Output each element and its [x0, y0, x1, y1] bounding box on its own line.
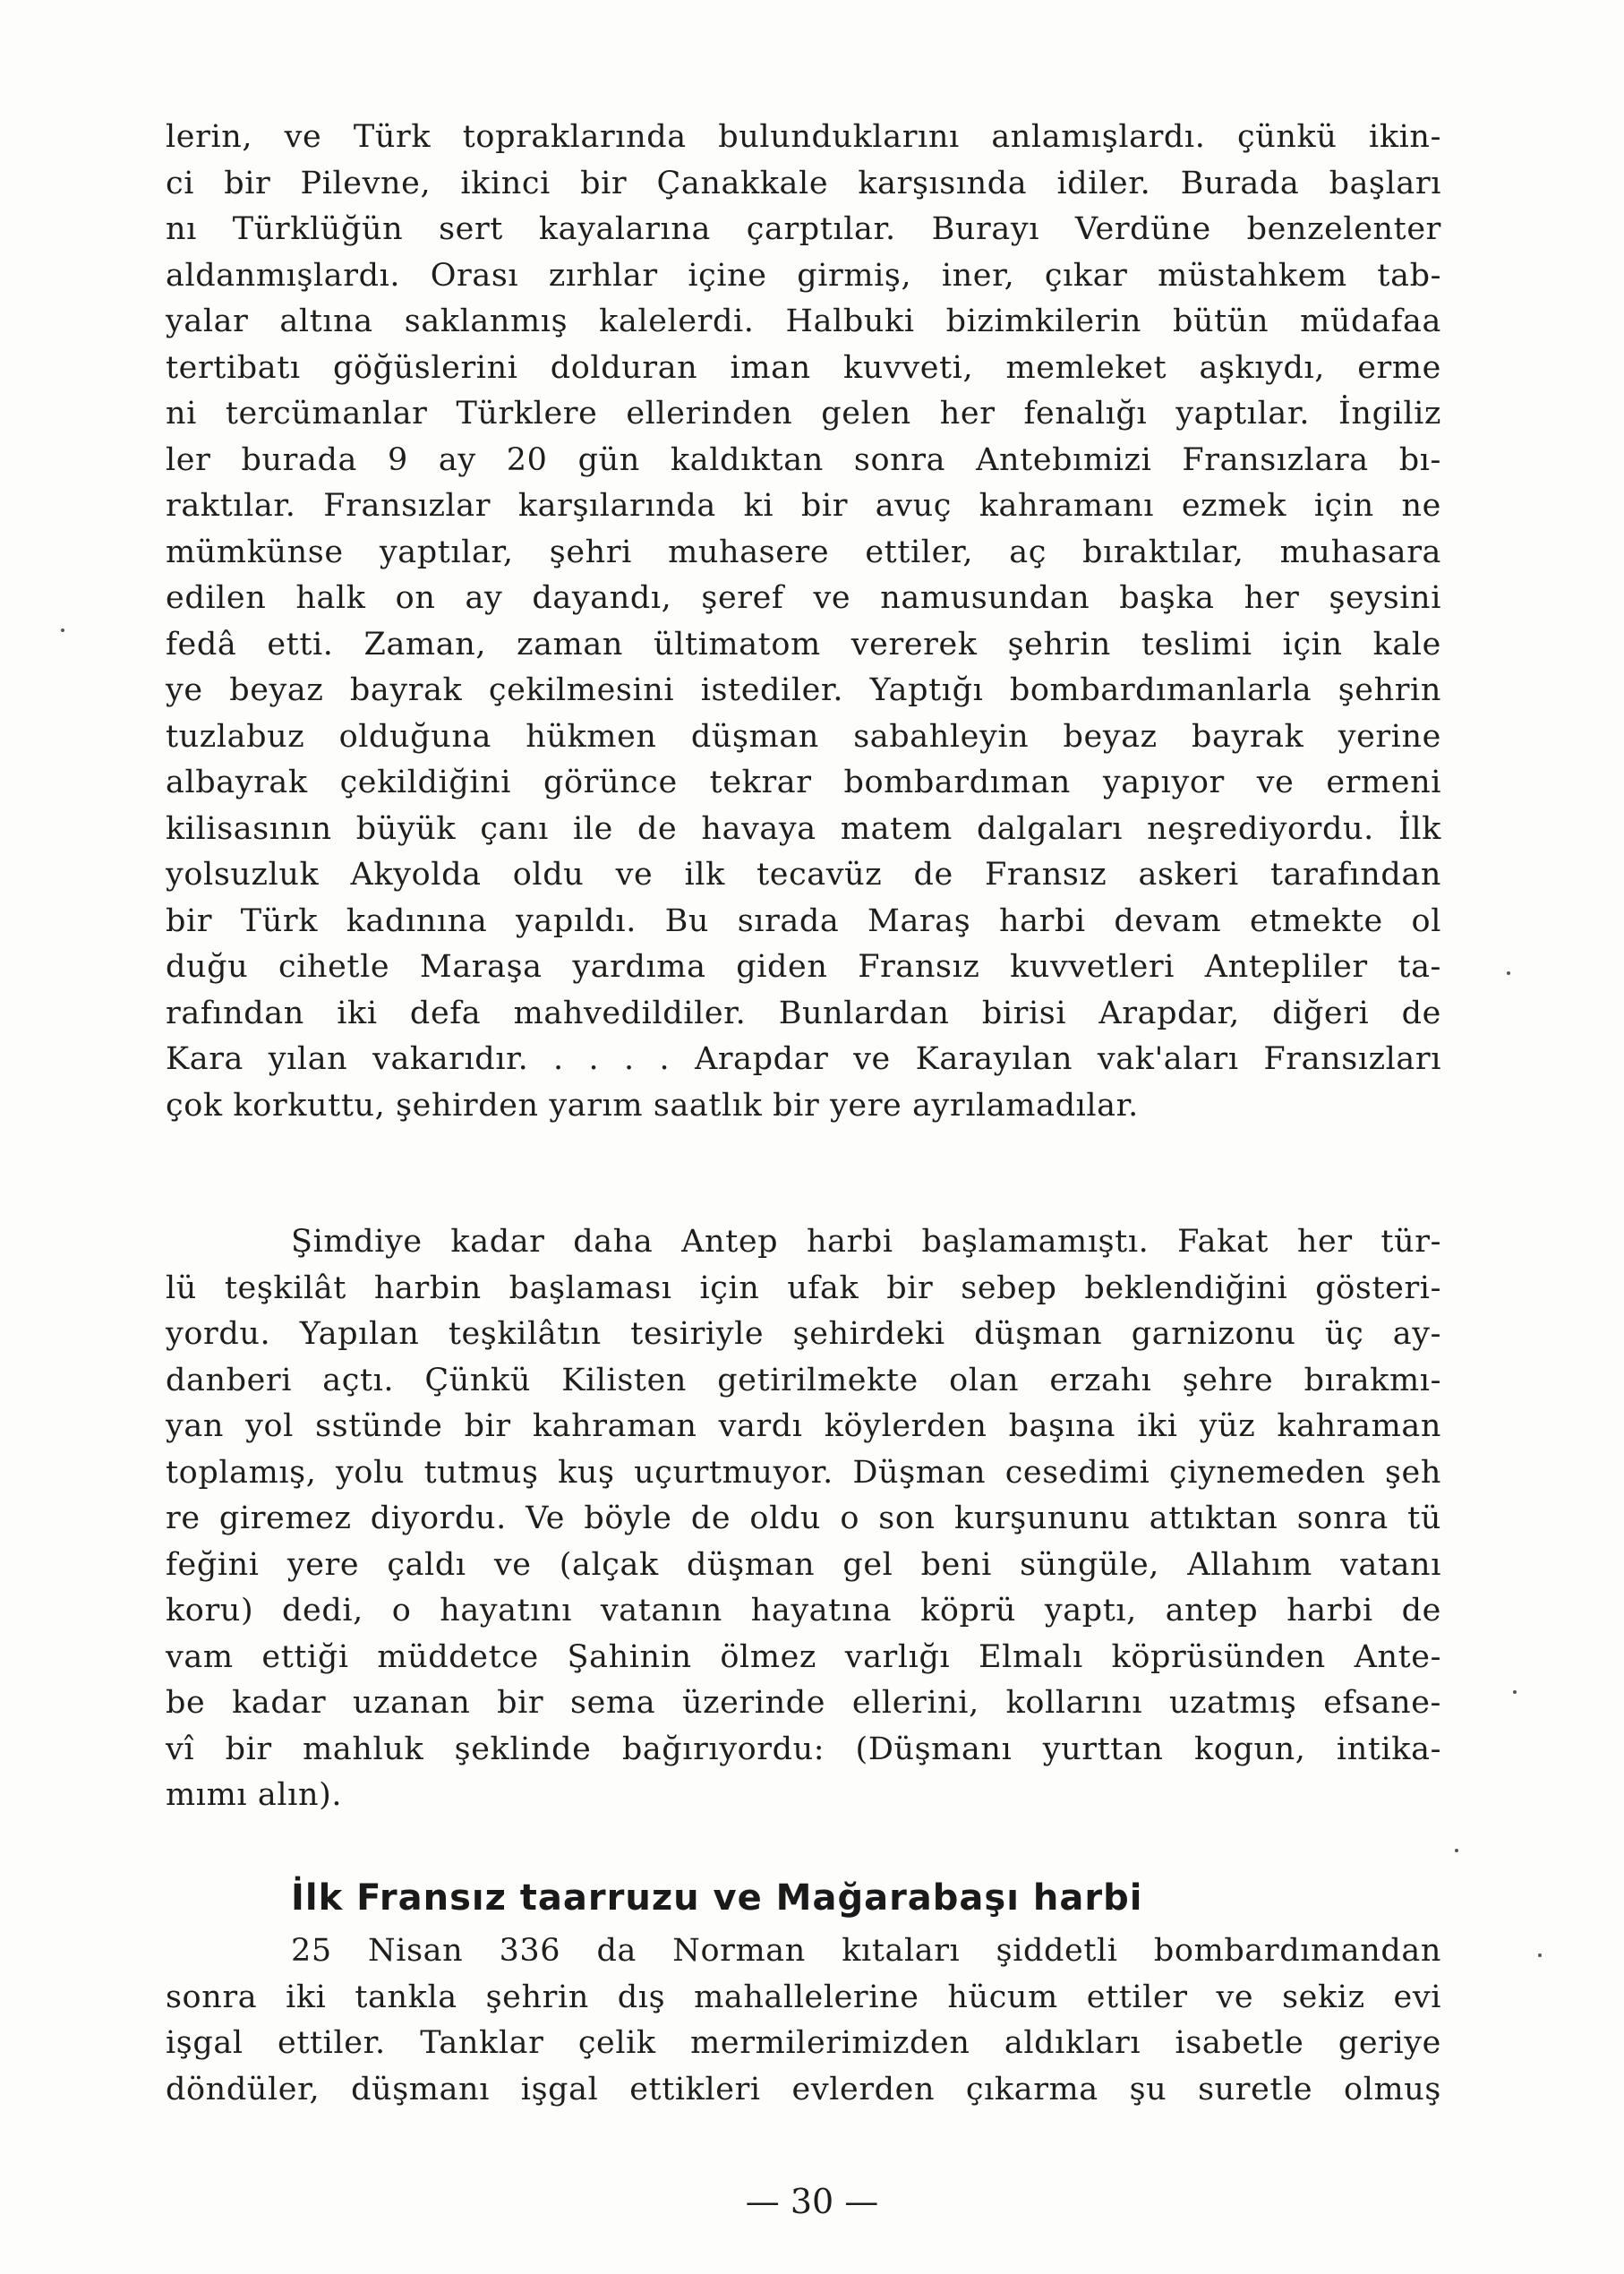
- text-line: toplamış, yolu tutmuş kuş uçurtmuyor. Düşman cesedimi çiynemeden şeh: [166, 1454, 1441, 1491]
- text-line: vam ettiği müddetce Şahinin ölmez varlığı Elmalı köprüsünden Ante-: [166, 1638, 1441, 1675]
- text-line: bir Türk kadınına yapıldı. Bu sırada Maraş harbi devam etmekte ol: [166, 902, 1441, 939]
- text-line: danberi açtı. Çünkü Kilisten getirilmekte olan erzahı şehre bırakmı-: [166, 1362, 1441, 1398]
- text-line: ye beyaz bayrak çekilmesini istediler. Yaptığı bombardımanlarla şehrin: [166, 672, 1441, 708]
- scan-speck: [1507, 971, 1510, 975]
- text-line: feğini yere çaldı ve (alçak düşman gel beni süngüle, Allahım vatanı: [166, 1546, 1441, 1583]
- paragraph-3: [166, 1928, 1441, 2113]
- paragraph-1: [166, 115, 1441, 1129]
- text-line: döndüler, düşmanı işgal ettikleri evlerden çıkarma şu suretle olmuş: [166, 2071, 1441, 2107]
- text-line: işgal ettiler. Tanklar çelik mermilerimizden aldıkları isabetle geriye: [166, 2025, 1441, 2061]
- scan-speck: [61, 628, 64, 632]
- text-line: yan yol sstünde bir kahraman vardı köylerden başına iki yüz kahraman: [166, 1408, 1441, 1444]
- text-line: yolsuzluk Akyolda oldu ve ilk tecavüz de Fransız askeri tarafından: [166, 857, 1441, 893]
- text-line: tuzlabuz olduğuna hükmen düşman sabahleyin beyaz bayrak yerine: [166, 718, 1441, 755]
- text-line: ci bir Pilevne, ikinci bir Çanakkale karşısında idiler. Burada başları: [166, 165, 1441, 201]
- text-line: mümkünse yaptılar, şehri muhasere ettiler, aç bıraktılar, muhasara: [166, 534, 1441, 570]
- text-line: ler burada 9 ay 20 gün kaldıktan sonra Antebımizi Fransızlara bı-: [166, 441, 1441, 478]
- text-line: çok korkuttu, şehirden yarım saatlık bir yere ayrılamadılar.: [166, 1087, 1139, 1124]
- text-line: Şimdiye kadar daha Antep harbi başlamamıştı. Fakat her tür-: [291, 1224, 1441, 1260]
- paragraph-2: [166, 1219, 1441, 1819]
- scan-speck: [1455, 1849, 1458, 1852]
- text-line: yalar altına saklanmış kalelerdi. Halbuki bizimkilerin bütün müdafaa: [166, 303, 1441, 339]
- text-line: nı Türklüğün sert kayalarına çarptılar. Burayı Verdüne benzelenter: [166, 211, 1441, 247]
- text-line: lerin, ve Türk topraklarında bulunduklarını anlamışlardı. çünkü ikin-: [166, 119, 1441, 155]
- text-line: re giremez diyordu. Ve böyle de oldu o son kurşununu attıktan sonra tü: [166, 1500, 1441, 1536]
- text-line: mımı alın).: [166, 1777, 343, 1813]
- scan-speck: [1513, 1690, 1517, 1694]
- text-line: vî bir mahluk şeklinde bağırıyordu: (Düşmanı yurttan kogun, intika-: [166, 1731, 1441, 1767]
- text-line: albayrak çekildiğini görünce tekrar bombardıman yapıyor ve ermeni: [166, 765, 1441, 800]
- text-line: raktılar. Fransızlar karşılarında ki bir avuç kahramanı ezmek için ne: [166, 488, 1441, 524]
- text-line: fedâ etti. Zaman, zaman ültimatom vererek şehrin teslimi için kale: [166, 626, 1441, 663]
- text-line: 25 Nisan 336 da Norman kıtaları şiddetli bombardımandan: [291, 1933, 1441, 1969]
- text-line: tertibatı göğüslerini dolduran iman kuvveti, memleket aşkıydı, erme: [166, 349, 1441, 386]
- text-line: koru) dedi, o hayatını vatanın hayatına köprü yaptı, antep harbi de: [166, 1593, 1441, 1629]
- text-line: be kadar uzanan bir sema üzerinde ellerini, kollarını uzatmış efsane-: [166, 1685, 1441, 1721]
- page-number: — 30 —: [745, 2182, 879, 2221]
- text-line: rafından iki defa mahvedildiler. Bunlardan birisi Arapdar, diğeri de: [166, 995, 1441, 1031]
- text-line: kilisasının büyük çanı ile de havaya matem dalgaları neşrediyordu. İlk: [166, 810, 1441, 847]
- text-line: sonra iki tankla şehrin dış mahallelerine hücum ettiler ve sekiz evi: [166, 1979, 1441, 2015]
- text-line: Kara yılan vakarıdır. . . . . Arapdar ve Karayılan vak'aları Fransızları: [166, 1041, 1441, 1077]
- text-line: ni tercümanlar Türklere ellerinden gelen her fenalığı yaptılar. İngiliz: [166, 396, 1441, 432]
- text-line: edilen halk on ay dayandı, şeref ve namusundan başka her şeysini: [166, 580, 1441, 616]
- text-line: lü teşkilât harbin başlaması için ufak bir sebep beklendiğini gösteri-: [166, 1270, 1441, 1306]
- text-line: aldanmışlardı. Orası zırhlar içine girmiş, iner, çıkar müstahkem tab-: [166, 257, 1441, 294]
- scan-speck: [1538, 1953, 1542, 1957]
- section-heading: İlk Fransız taarruzu ve Mağarabaşı harbi: [291, 1877, 1143, 1919]
- text-line: yordu. Yapılan teşkilâtın tesiriyle şehirdeki düşman garnizonu üç ay-: [166, 1316, 1441, 1352]
- text-line: duğu cihetle Maraşa yardıma giden Fransız kuvvetleri Antepliler ta-: [166, 949, 1441, 985]
